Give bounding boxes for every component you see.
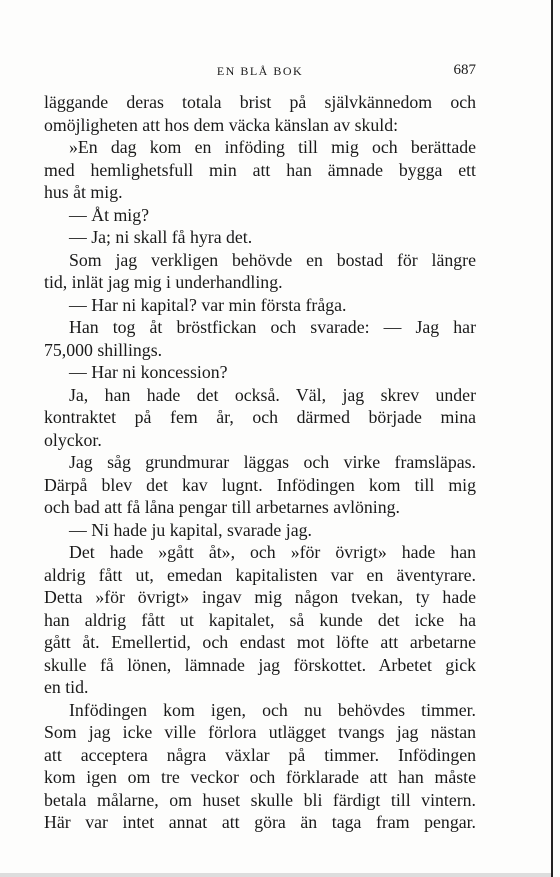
text-line: Han tog åt bröstfickan och svarade: — Jag har xyxy=(69,317,476,337)
running-title: EN BLÅ BOK xyxy=(216,64,304,78)
text-line: Ja, han hade det också. Väl, jag skrev under xyxy=(69,384,476,405)
text-line: gått åt. Emellertid, och endast mot löfte att arbetarne xyxy=(44,632,476,652)
text-line: och bad att få låna pengar till arbetarnes avlöning. xyxy=(44,497,400,517)
text-line: Som jag verkligen behövde en bostad för längre xyxy=(69,249,476,270)
text-line: — Har ni koncession? xyxy=(69,362,228,382)
text-line: — Har ni kapital? var min första fråga. xyxy=(69,294,347,315)
text-line: Här var intet annat att göra än taga fram pengar. xyxy=(44,812,476,832)
text-line: omöjligheten att hos dem väcka känslan av skuld: xyxy=(44,114,399,135)
text-line: Infödingen kom igen, och nu behövdes timmer. xyxy=(69,699,476,720)
text-line: Därpå blev det kav lugnt. Infödingen kom till mig xyxy=(44,474,476,495)
text-line: — Ja; ni skall få hyra det. xyxy=(69,227,253,247)
text-line: Som jag icke ville förlora utlägget tvangs jag nästan xyxy=(44,722,476,742)
text-line: Detta »för övrigt» ingav mig någon tvekan, ty hade xyxy=(44,587,476,607)
text-line: hus åt mig. xyxy=(44,182,123,202)
text-line: — Ni hade ju kapital, svarade jag. xyxy=(69,519,312,540)
text-line: 75,000 shillings. xyxy=(44,339,163,360)
text-line: han aldrig fått ut kapitalet, så kunde det icke ha xyxy=(44,609,476,630)
text-line: Det hade »gått åt», och »för övrigt» hade han xyxy=(69,542,476,562)
text-line: läggande deras totala brist på självkännedom och xyxy=(44,92,476,112)
text-line: olyckor. xyxy=(44,429,102,450)
text-line: aldrig fått ut, emedan kapitalisten var en äventyrare. xyxy=(44,564,476,585)
text-line: att acceptera några växlar på timmer. Infödingen xyxy=(44,744,476,765)
page-bottom-edge xyxy=(0,873,551,877)
text-line: Jag såg grundmurar läggas och virke framsläpas. xyxy=(69,452,476,472)
text-line: betala målarne, om huset skulle bli färdigt till vintern. xyxy=(44,789,476,810)
text-line: skulle få lönen, lämnade jag förskottet. Arbetet gick xyxy=(44,654,476,675)
page-header xyxy=(44,62,476,82)
body-text xyxy=(44,91,476,834)
text-line: en tid. xyxy=(44,677,89,697)
text-line: »En dag kom en inföding till mig och berättade xyxy=(69,137,476,157)
text-line: kom igen om tre veckor och förklarade att han måste xyxy=(44,767,476,787)
page-number: 687 xyxy=(453,62,476,78)
text-line: med hemlighetsfull min att han ämnade bygga ett xyxy=(44,159,476,180)
text-line: kontraktet på fem år, och därmed började mina xyxy=(44,407,476,427)
text-line: tid, inlät jag mig i underhandling. xyxy=(44,272,283,292)
text-line: — Åt mig? xyxy=(69,204,150,225)
page-edge xyxy=(551,0,553,877)
